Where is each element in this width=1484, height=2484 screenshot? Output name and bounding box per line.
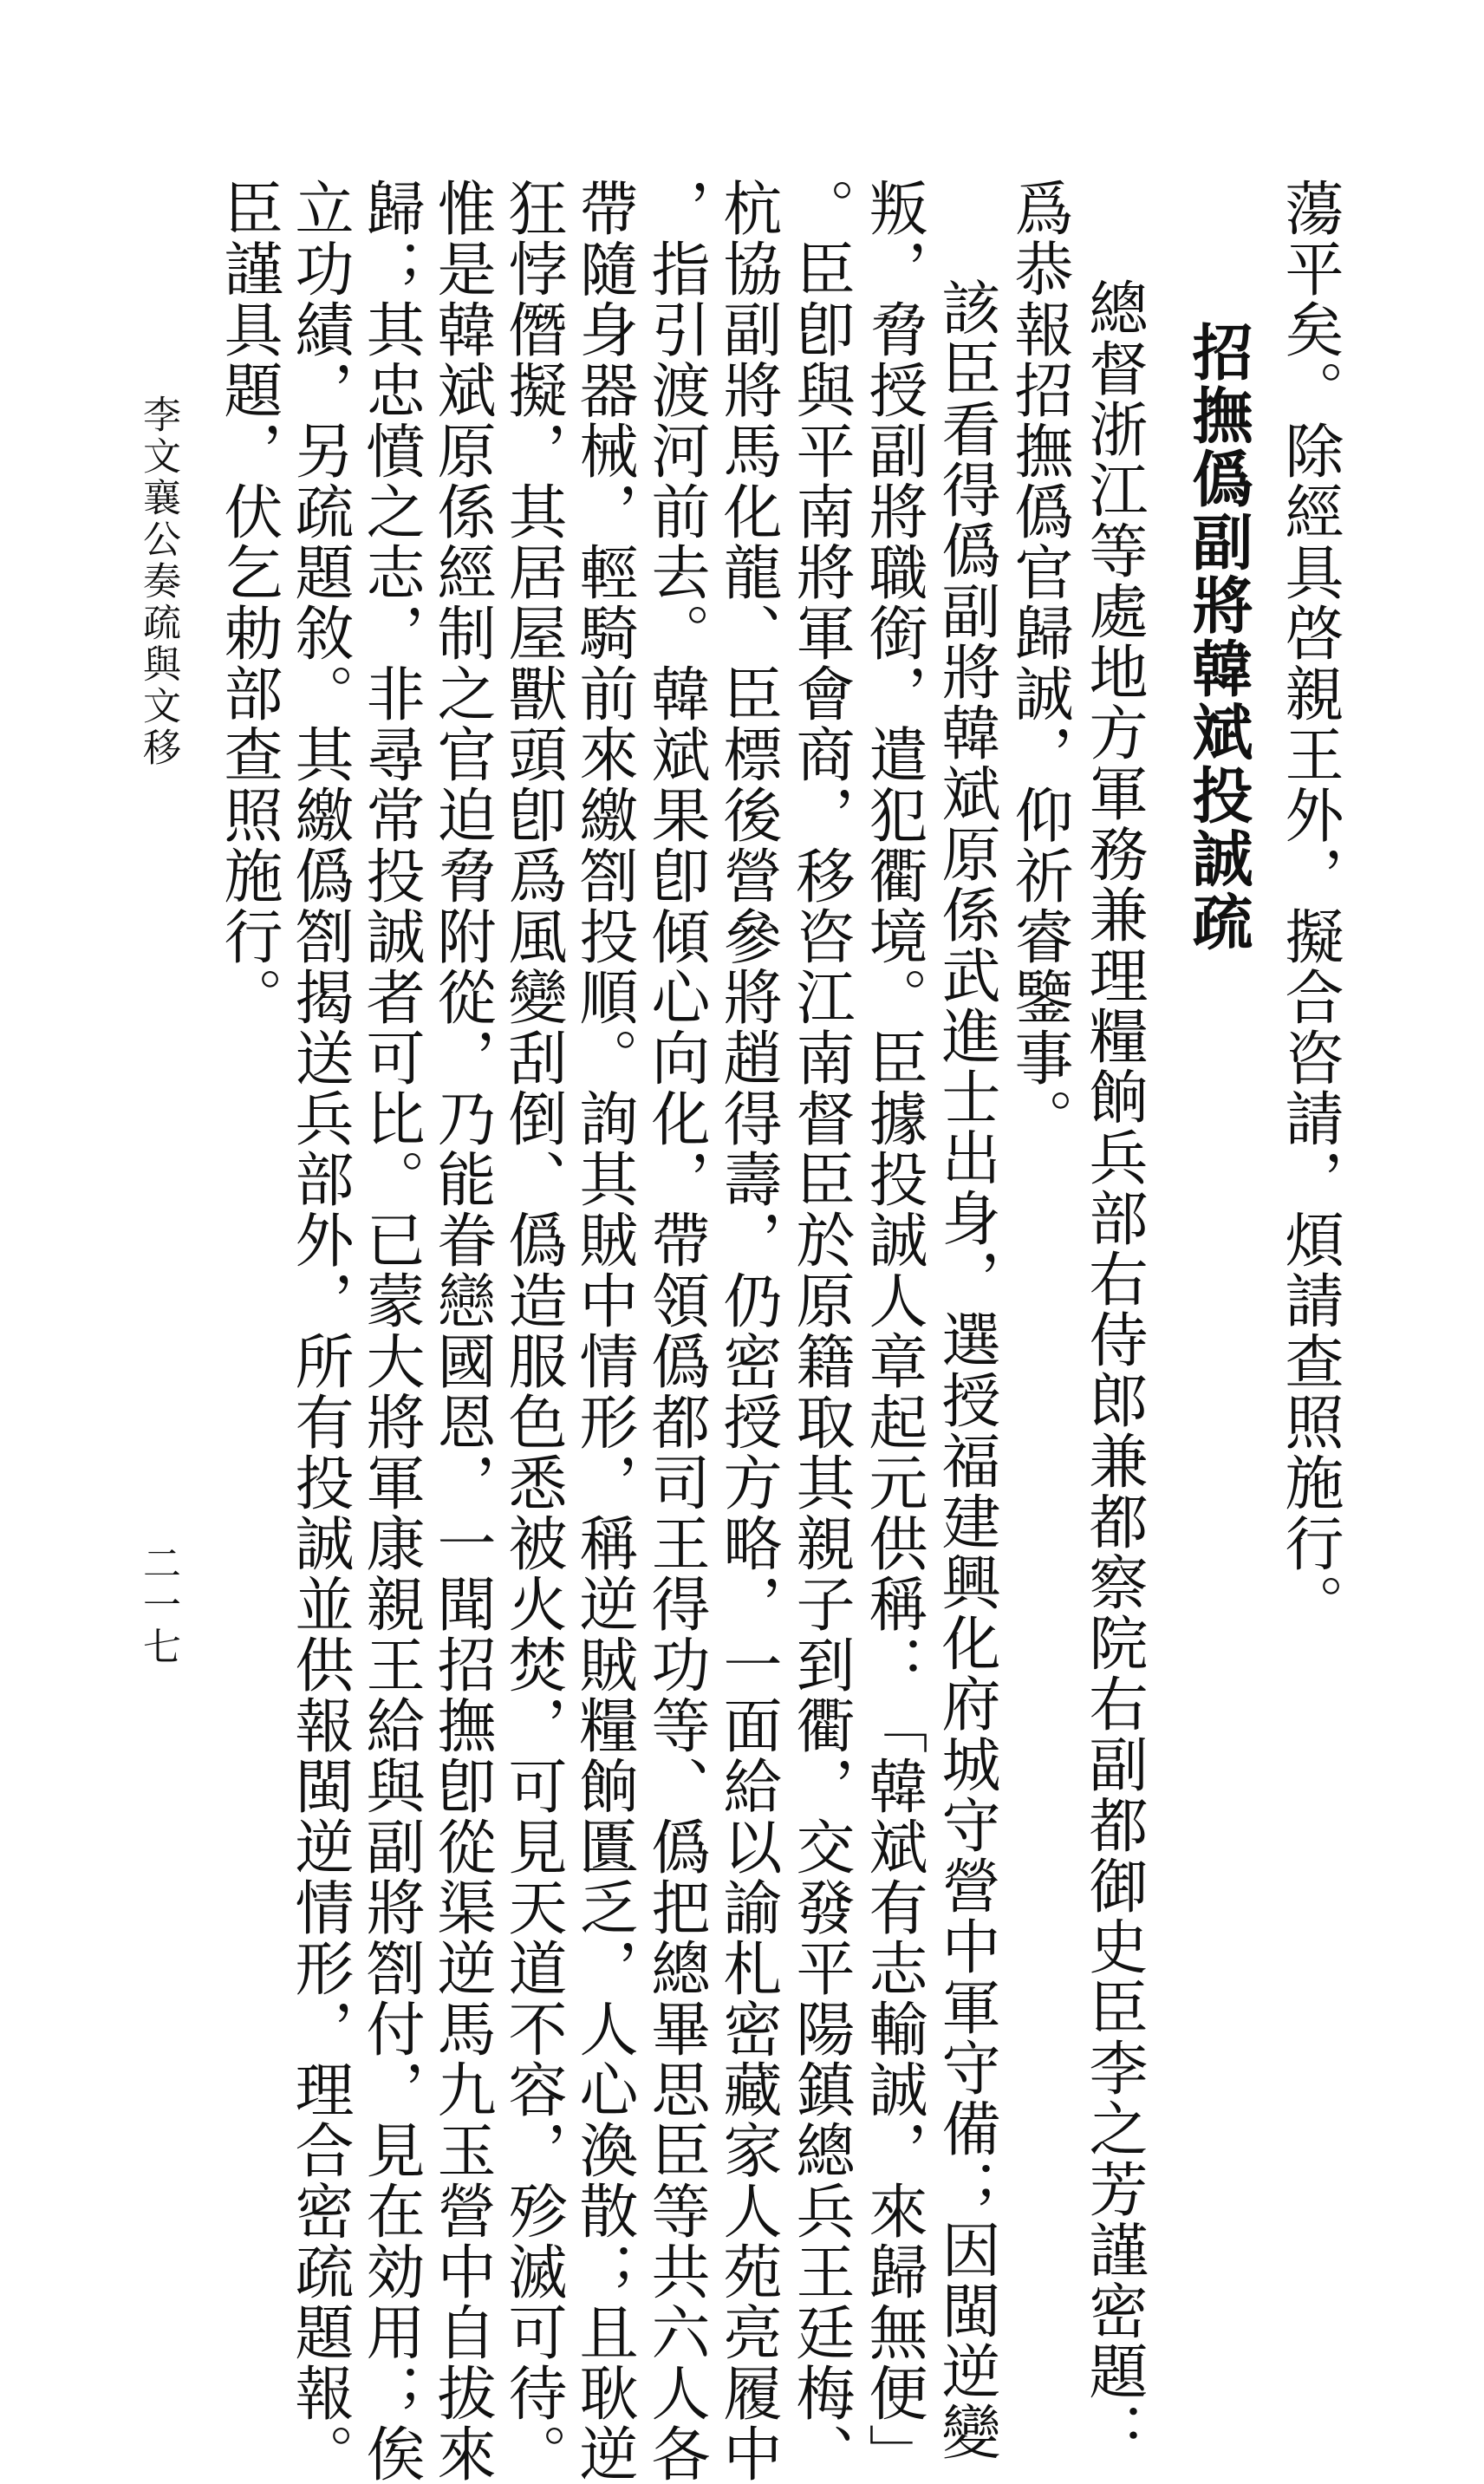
text-column-1: 蕩平矣。除經具啓親王外，擬合咨請，煩請查照施行。 [1275,178,1344,1634]
text-column-7: 。臣卽與平南將軍會商，移咨江南督臣於原籍取其親子到衢，交發平陽鎮總兵王廷梅、 [786,178,855,2484]
text-column-10: 帶隨身器械，輕騎前來繳劄投順。詢其賊中情形，稱逆賊糧餉匱乏，人心渙散；且耿逆 [570,178,638,2484]
text-column-3: 總督浙江等處地方軍務兼理糧餉兵部右侍郎兼都察院右副都御史臣李之芳謹密題： [1079,277,1148,2462]
text-column-5: 該臣看得僞副將韓斌原係武進士出身，選授福建興化府城守營中軍守備；因閩逆變 [932,277,1000,2462]
text-column-13: 歸；其忠憤之志，非尋常投誠者可比。已蒙大將軍康親王給與副將劄付，見在効用；俟 [356,178,425,2484]
text-column-12: 惟是韓斌原係經制之官迫脅附從，乃能眷戀國恩，一聞招撫卽從渠逆馬九玉營中自拔來 [427,178,496,2484]
text-column-4: 爲恭報招撫僞官歸誠，仰祈睿鑒事。 [1005,178,1073,1149]
section-title: 招撫僞副將韓斌投誠疏 [1182,321,1254,954]
text-column-6: 叛，脅授副將職銜，遣犯衢境。臣據投誠人章起元供稱：「韓斌有志輸誠，來歸無便」 [859,178,928,2484]
page-number: 二一七 [136,1543,180,1668]
text-column-8: 杭協副將馬化龍、臣標後營參將趙得壽，仍密授方略，一面給以諭札密藏家人苑亮履中 [713,178,782,2484]
text-column-15: 臣謹具題，伏乞勅部查照施行。 [214,178,283,1027]
text-column-11: 狂悖僭擬，其居屋獸頭卽爲風變刮倒、僞造服色悉被火焚，可見天道不容，殄滅可待。 [498,178,567,2484]
text-column-14: 立功績，另疏題敘。其繳僞劄揭送兵部外，所有投誠並供報閩逆情形，理合密疏題報。 [285,178,354,2484]
text-column-9: ，指引渡河前去。韓斌果卽傾心向化，帶領僞都司王得功等、僞把總畢思臣等共六人各 [641,178,710,2484]
book-title: 李文襄公奏疏與文移 [136,394,180,769]
